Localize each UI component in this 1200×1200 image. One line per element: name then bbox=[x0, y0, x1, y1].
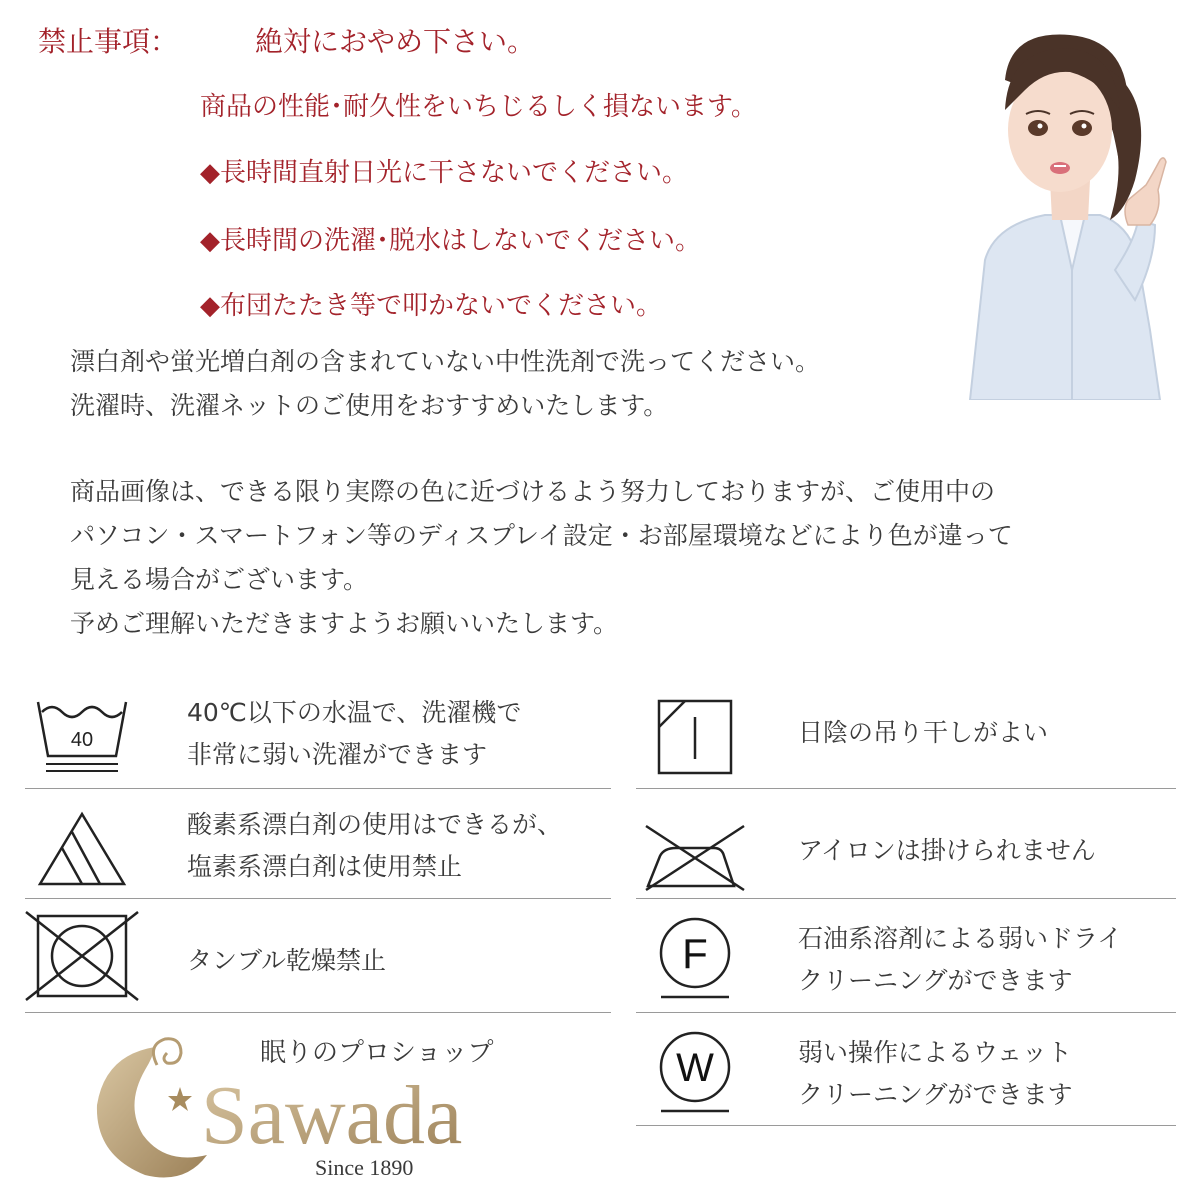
care-line: タンブル乾燥禁止 bbox=[187, 946, 387, 975]
care-line: 塩素系漂白剤は使用禁止 bbox=[187, 852, 463, 881]
no-tumble-dry-icon bbox=[22, 910, 142, 1002]
care-line: クリーニングができます bbox=[798, 1080, 1073, 1109]
care-line: クリーニングができます bbox=[798, 966, 1073, 995]
care-text-dryclean bbox=[798, 918, 1122, 1002]
divider bbox=[636, 1012, 1176, 1013]
warning-item: ◆布団たたき等で叩かないでください。 bbox=[200, 291, 662, 321]
logo-tagline: 眠りのプロショップ bbox=[260, 1038, 494, 1068]
warning-item: ◆長時間直射日光に干さないでください。 bbox=[200, 158, 688, 188]
wet-clean-letter: W bbox=[676, 1046, 714, 1090]
tub-temperature-label: 40 bbox=[70, 729, 94, 751]
care-text-dry bbox=[798, 712, 1048, 754]
dry-clean-f-icon bbox=[655, 913, 735, 1003]
color-note: 見える場合がございます。 bbox=[70, 565, 369, 594]
bleach-triangle-icon bbox=[32, 808, 132, 888]
color-note: 商品画像は、できる限り実際の色に近づけるよう努力しておりますが、ご使用中の bbox=[70, 477, 996, 506]
washing-note: 洗濯時、洗濯ネットのご使用をおすすめいたします。 bbox=[70, 391, 669, 420]
warning-title: 禁止事項： bbox=[38, 25, 179, 58]
shade-drip-dry-icon bbox=[655, 697, 735, 777]
care-line: 酸素系漂白剤の使用はできるが、 bbox=[187, 810, 563, 839]
care-text-wash bbox=[187, 692, 521, 776]
divider bbox=[636, 898, 1176, 899]
no-iron-icon bbox=[640, 820, 750, 896]
care-line: 日陰の吊り干しがよい bbox=[798, 718, 1049, 747]
warning-title-note: 絶対におやめ下さい。 bbox=[255, 25, 536, 58]
washing-note: 漂白剤や蛍光増白剤の含まれていない中性洗剤で洗ってください。 bbox=[70, 347, 821, 376]
divider bbox=[25, 898, 611, 899]
care-line: 石油系溶剤による弱いドライ bbox=[798, 924, 1123, 953]
color-note: パソコン・スマートフォン等のディスプレイ設定・お部屋環境などにより色が違って bbox=[70, 521, 1013, 550]
care-line: 非常に弱い洗濯ができます bbox=[187, 740, 488, 769]
sawada-logo bbox=[85, 1025, 565, 1185]
warning-item: ◆長時間の洗濯･脱水はしないでください。 bbox=[200, 226, 701, 256]
wet-clean-w-icon bbox=[655, 1027, 735, 1117]
care-line: 40℃以下の水温で、洗濯機で bbox=[187, 698, 522, 727]
divider bbox=[636, 788, 1176, 789]
dry-clean-letter: F bbox=[682, 930, 708, 977]
care-line: 弱い操作によるウェット bbox=[798, 1038, 1073, 1067]
woman-illustration bbox=[950, 10, 1180, 400]
warning-subtitle: 商品の性能･耐久性をいちじるしく損ないます。 bbox=[200, 92, 757, 122]
logo-name: Sawada bbox=[201, 1069, 463, 1162]
divider bbox=[25, 788, 611, 789]
care-text-iron bbox=[798, 830, 1096, 872]
color-note: 予めご理解いただきますようお願いいたします。 bbox=[70, 609, 619, 638]
care-text-wetclean bbox=[798, 1032, 1073, 1116]
care-text-tumble bbox=[187, 940, 386, 982]
logo-since: Since 1890 bbox=[315, 1155, 414, 1180]
moon-icon bbox=[97, 1047, 207, 1178]
wash-tub-40-icon bbox=[32, 690, 132, 780]
care-line: アイロンは掛けられません bbox=[798, 836, 1096, 865]
divider bbox=[25, 1012, 611, 1013]
divider bbox=[636, 1125, 1176, 1126]
care-text-bleach bbox=[187, 804, 562, 888]
star-icon bbox=[168, 1087, 192, 1111]
